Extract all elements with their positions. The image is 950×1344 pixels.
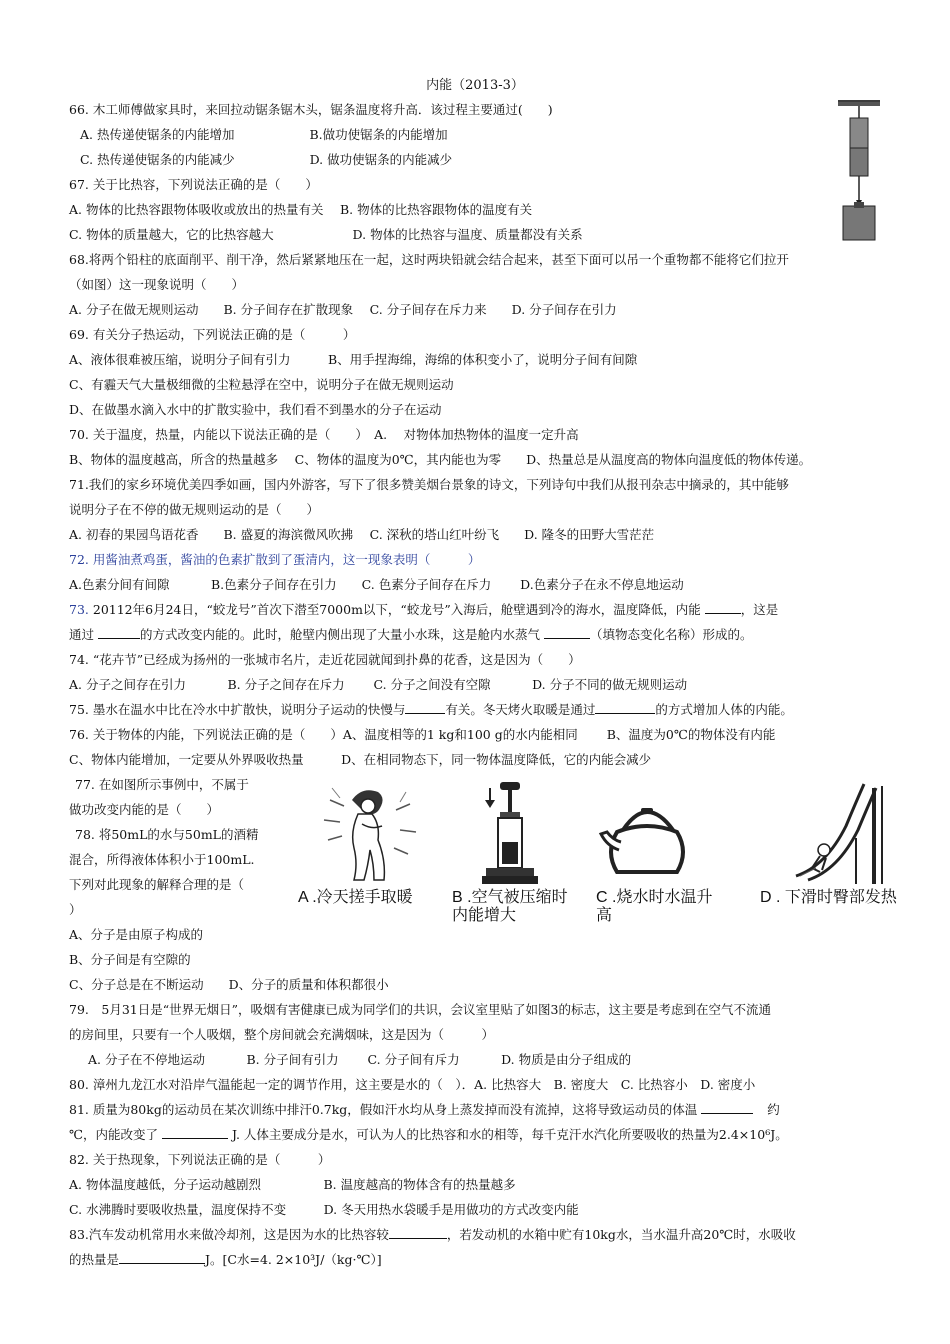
option-82-cd: C. 水沸腾时要吸收热量，温度保持不变 D. 冬天用热水袋暖手是用做功的方式改变内能 [69, 1202, 579, 1217]
option-67-ab: A. 物体的比热容跟物体吸收或放出的热量有关 B. 物体的比热容跟物体的温度有关 [69, 202, 533, 217]
question-78-cont3: ） [69, 902, 82, 917]
option-78-a: A、分子是由原子构成的 [69, 927, 204, 942]
question-77: 77. 在如图所示事例中，不属于 [75, 777, 249, 792]
question-74: 74. “花卉节”已经成为扬州的一张城市名片，走近花园就闻到扑鼻的花香，这是因为（ ） [69, 652, 581, 667]
question-81-cont [69, 1126, 788, 1144]
option-76-cd: C、物体内能增加，一定要从外界吸收热量 D、在相同物态下，同一物体温度降低，它的内能会减少 [69, 752, 652, 767]
question-71: 71.我们的家乡环境优美四季如画，国内外游客，写下了很多赞美烟台景象的诗文，下列诗句中我们从报刊杂志中摘录的，其中能够 [69, 477, 789, 492]
option-72: A.色素分间有间隙 B.色素分子间存在引力 C. 色素分子间存在斥力 D.色素分子在永不停息地运动 [69, 577, 684, 592]
page-title: 内能（2013-3） [426, 78, 524, 93]
question-82: 82. 关于热现象，下列说法正确的是（ ） [69, 1152, 331, 1167]
option-70-bcd: B、物体的温度越高，所含的热量越多 C、物体的温度为0℃，其内能也为零 D、热量总是从温度高的物体向温度低的物体传递。 [69, 452, 812, 467]
caption-a: A .冷天搓手取暖 [298, 889, 413, 906]
question-83-cont [69, 1251, 382, 1269]
option-69-ab: A、液体很难被压缩，说明分子间有引力 B、用手捏海绵，海绵的体积变小了，说明分子间有间隙 [69, 352, 638, 367]
figure-kettle [597, 800, 697, 880]
question-81-text: 81. 质量为80kg的运动员在某次训练中排汗0.7kg，假如汗水均从身上蒸发掉而没有流掉，这将导致运动员的体温 [69, 1102, 702, 1117]
question-83 [69, 1226, 796, 1244]
question-71-cont: 说明分子在不停的做无规则运动的是（ ） [69, 502, 320, 517]
figure-rubbing-hands [322, 780, 422, 885]
figure-slide [786, 780, 886, 888]
blank-73-2[interactable] [98, 626, 140, 639]
question-73-text-d: 的方式改变内能的。此时，舱壁内侧出现了大量小水珠，这是舱内水蒸气 [139, 627, 544, 642]
question-70: 70. 关于温度，热量，内能以下说法正确的是（ ） A. 对物体加热物体的温度一定升高 [69, 427, 579, 442]
question-80: 80. 漳州九龙江水对沿岸气温能起一定的调节作用，这主要是水的（ ）．A. 比热容大 B. 密度大 C. 比热容小 D. 密度小 [69, 1077, 756, 1092]
question-83-text-d: J。[C水=4. 2×10³J/（kg·℃）] [205, 1252, 382, 1267]
question-75 [69, 701, 793, 719]
option-82-ab: A. 物体温度越低，分子运动越剧烈 B. 温度越高的物体含有的热量越多 [69, 1177, 516, 1192]
blank-75-2[interactable] [595, 701, 655, 714]
question-73-text-c: 通过 [69, 627, 98, 642]
question-72: 72. 用酱油煮鸡蛋，酱油的色素扩散到了蛋清内，这一现象表明（ ） [69, 552, 481, 567]
question-75-text: 75. 墨水在温水中比在冷水中扩散快，说明分子运动的快慢与 [69, 702, 406, 717]
question-78-cont1: 混合，所得液体体积小于100mL. [69, 852, 255, 867]
question-75-text-c: 的方式增加人体的内能。 [655, 702, 793, 717]
question-81-text-b: 约 [767, 1102, 780, 1117]
question-79-cont: 的房间里，只要有一个人吸烟，整个房间就会充满烟味，这是因为（ ） [69, 1027, 495, 1042]
blank-83-2[interactable] [119, 1251, 205, 1264]
caption-b-line1: B .空气被压缩时 [452, 889, 568, 906]
blank-83-1[interactable] [389, 1226, 447, 1239]
option-68: A. 分子在做无规则运动 B. 分子间存在扩散现象 C. 分子间存在斥力来 D. 分子间存在引力 [69, 302, 617, 317]
question-79: 79. 5月31日是“世界无烟日”，吸烟有害健康已成为同学们的共识，会议室里贴了如图3的标志，这主要是考虑到在空气不流通 [69, 1002, 771, 1017]
question-73-text: 20112年6月24日，“蛟龙号”首次下潜至7000m以下，“蛟龙号”入海后，舱壁遇到冷的海水，温度降低，内能 [88, 602, 705, 617]
caption-c-line1: C .烧水时水温升 [596, 889, 713, 906]
option-66-cd: C. 热传递使锯条的内能减少 D. 做功使锯条的内能减少 [80, 152, 453, 167]
figure-lead-cylinders [838, 100, 880, 242]
option-74: A. 分子之间存在引力 B. 分子之间存在斥力 C. 分子之间没有空隙 D. 分子不同的做无规则运动 [69, 677, 688, 692]
question-75-text-b: 有关。冬天烤火取暖是通过 [445, 702, 596, 717]
option-66-ab: A. 热传递使锯条的内能增加 B.做功使锯条的内能增加 [80, 127, 448, 142]
question-73-text-b: ，这是 [740, 602, 779, 617]
question-81 [69, 1101, 780, 1119]
question-78: 78. 将50mL的水与50mL的酒精 [75, 827, 259, 842]
blank-81-1[interactable] [701, 1101, 753, 1114]
option-71: A. 初春的果园鸟语花香 B. 盛夏的海滨微风吹拂 C. 深秋的塔山红叶纷飞 D. 隆冬的田野大雪茫茫 [69, 527, 655, 542]
question-67: 67. 关于比热容，下列说法正确的是（ ） [69, 177, 318, 192]
question-83-text-b: ，若发动机的水箱中贮有10kg水，当水温升高20℃时，水吸收 [446, 1227, 796, 1242]
blank-73-3[interactable] [544, 626, 590, 639]
question-73-number: 73. [69, 602, 89, 617]
option-69-d: D、在做墨水滴入水中的扩散实验中，我们看不到墨水的分子在运动 [69, 402, 442, 417]
question-66: 66. 木工师傅做家具时，来回拉动锯条锯木头，锯条温度将升高．该过程主要通过( ) [69, 102, 553, 117]
question-68: 68.将两个铅柱的底面削平、削干净，然后紧紧地压在一起，这时两块铅就会结合起来，甚至下面可以吊一个重物都不能将它们拉开 [69, 252, 789, 267]
figure-compressed-air [478, 780, 542, 888]
question-81-text-d: J. 人体主要成分是水，可认为人的比热容和水的相等，每千克汗水汽化所要吸收的热量为2.4×10⁶J。 [227, 1127, 788, 1142]
question-77-cont: 做功改变内能的是（ ） [69, 802, 220, 817]
question-81-text-c: ℃，内能改变了 [69, 1127, 162, 1142]
caption-b-line2: 内能增大 [452, 907, 517, 924]
question-69: 69. 有关分子热运动，下列说法正确的是（ ） [69, 327, 356, 342]
blank-81-2[interactable] [162, 1126, 228, 1139]
question-68-cont: （如图）这一现象说明（ ） [69, 277, 245, 292]
option-67-cd: C. 物体的质量越大，它的比热容越大 D. 物体的比热容与温度、质量都没有关系 [69, 227, 583, 242]
caption-c-line2: 高 [596, 907, 613, 924]
question-73-text-e: （填物态变化名称）形成的。 [589, 627, 753, 642]
question-78-cont2: 下列对此现象的解释合理的是（ [69, 877, 245, 892]
caption-d: D . 下滑时臀部发热 [760, 889, 897, 906]
blank-75-1[interactable] [405, 701, 445, 714]
question-83-text: 83.汽车发动机常用水来做冷却剂，这是因为水的比热容较 [69, 1227, 389, 1242]
blank-73-1[interactable] [705, 601, 741, 614]
question-73-cont [69, 626, 752, 644]
option-69-c: C、有霾天气大量极细微的尘粒悬浮在空中，说明分子在做无规则运动 [69, 377, 454, 392]
question-83-text-c: 的热量是 [69, 1252, 120, 1267]
question-73 [69, 601, 778, 619]
option-78-b: B、分子间是有空隙的 [69, 952, 191, 967]
option-78-cd: C、分子总是在不断运动 D、分子的质量和体积都很小 [69, 977, 389, 992]
question-76: 76. 关于物体的内能，下列说法正确的是（ ）A、温度相等的1 kg和100 g的水内能相同 B、温度为0℃的物体没有内能 [69, 727, 776, 742]
option-79: A. 分子在不停地运动 B. 分子间有引力 C. 分子间有斥力 D. 物质是由分子组成的 [88, 1052, 632, 1067]
